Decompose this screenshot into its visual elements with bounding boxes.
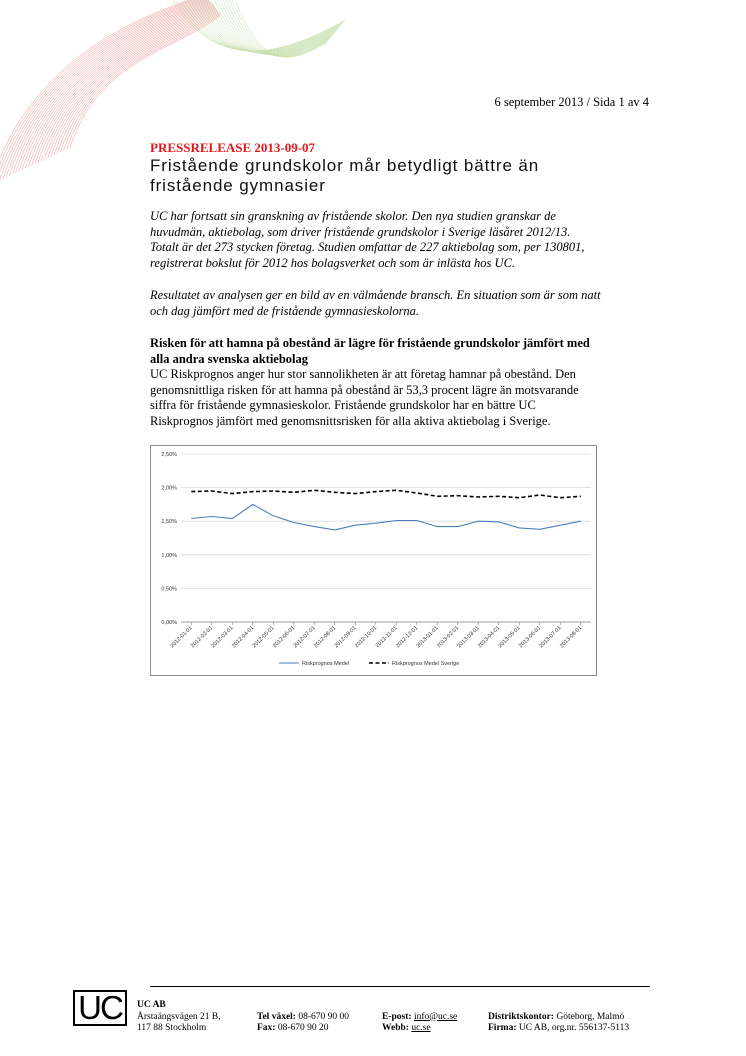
x-tick-label: 2012-02-01 xyxy=(190,625,215,650)
footer-offices xyxy=(488,1012,629,1035)
footer-phone xyxy=(257,1012,349,1035)
section-body-line-3: siffra för fristående gymnasieskolor. Fristående grundskolor har en bättre UC xyxy=(150,398,536,413)
y-tick-label: 0,50% xyxy=(161,586,177,593)
y-tick-label: 1,00% xyxy=(161,552,177,559)
x-tick-label: 2012-11-01 xyxy=(374,625,399,650)
y-tick-label: 2,00% xyxy=(161,485,177,492)
x-tick-label: 2012-12-01 xyxy=(395,625,420,650)
x-tick-label: 2012-10-01 xyxy=(354,625,379,650)
x-tick-label: 2013-02-01 xyxy=(436,625,461,650)
legend-label: Riskprognos Medel Sverige xyxy=(392,661,460,667)
web-label: Webb: xyxy=(382,1023,409,1033)
intro-line-3: Totalt är det 273 stycken företag. Studien omfattar de 227 aktiebolag som, per 130801, xyxy=(150,240,585,255)
x-tick-label: 2012-05-01 xyxy=(251,625,276,650)
press-release-label: PRESSRELEASE 2013-09-07 xyxy=(150,140,316,155)
chart-canvas xyxy=(151,446,598,677)
swirl-line xyxy=(60,13,219,152)
x-tick-label: 2012-03-01 xyxy=(210,625,235,650)
series-line-medel-sverige xyxy=(191,490,581,497)
date-page-indicator: 6 september 2013 / Sida 1 av 4 xyxy=(494,95,649,109)
section-body-line-2: genomsnittliga risken för att hamna på obestånd är 53,3 procent lägre än motsvarande xyxy=(150,382,579,397)
y-tick-label: 1,50% xyxy=(161,519,177,526)
firm-value: UC AB, org.nr. 556137-5113 xyxy=(518,1023,630,1033)
web-link[interactable]: uc.se xyxy=(411,1023,431,1033)
swirl-line xyxy=(51,10,217,156)
x-tick-label: 2012-01-01 xyxy=(169,625,194,650)
x-tick-label: 2013-07-01 xyxy=(538,625,563,650)
swirl-line xyxy=(67,14,221,149)
x-tick-label: 2012-06-01 xyxy=(272,625,297,650)
x-tick-label: 2013-08-01 xyxy=(559,625,584,650)
summary-line-2: och dag jämfört med de fristående gymnasieskolorna. xyxy=(150,303,420,318)
x-tick-label: 2012-08-01 xyxy=(313,625,338,650)
swirl-line xyxy=(200,0,336,54)
swirl-line xyxy=(64,13,220,150)
footer-company: UC AB xyxy=(137,1000,166,1010)
tel-label: Tel växel: xyxy=(257,1011,296,1022)
headline-line-1: Fristående grundskolor mår betydligt bättre än xyxy=(150,156,540,175)
x-tick-label: 2013-05-01 xyxy=(497,625,522,650)
fax-value: 08-670 90 20 xyxy=(277,1023,329,1033)
email-label: E-post: xyxy=(382,1011,412,1022)
x-tick-label: 2013-03-01 xyxy=(456,625,481,650)
footer-city: 117 88 Stockholm xyxy=(137,1023,207,1033)
x-tick-label: 2013-06-01 xyxy=(518,625,543,650)
section-body-line-1: UC Riskprognos anger hur stor sannolikheten är att företag hamnar på obestånd. Den xyxy=(150,367,576,382)
x-tick-label: 2012-04-01 xyxy=(231,625,256,650)
headline xyxy=(150,156,620,196)
intro-line-2: huvudmän, aktiebolag, som driver fristående grundskolor i Sverige läsåret 2012/13. xyxy=(150,224,571,239)
footer-contact xyxy=(382,1012,457,1035)
headline-line-2: fristående gymnasier xyxy=(150,176,326,195)
x-tick-label: 2013-01-01 xyxy=(415,625,440,650)
legend-label: Riskprognos Medel xyxy=(302,661,350,667)
section-body-line-4: Riskprognos jämfört med genomsnittsrisken för alla aktiva aktiebolag i Sverige. xyxy=(150,413,551,428)
intro-paragraph xyxy=(150,209,650,271)
summary-line-1: Resultatet av analysen ger en bild av en välmående bransch. En situation som är som natt xyxy=(150,288,601,302)
series-line-medel xyxy=(191,504,581,530)
tel-value: 08-670 90 00 xyxy=(298,1011,350,1022)
x-tick-label: 2012-07-01 xyxy=(292,625,317,650)
uc-logo: UC xyxy=(73,990,127,1026)
x-tick-label: 2013-04-01 xyxy=(477,625,502,650)
section-heading-line-2: alla andra svenska aktiebolag xyxy=(150,351,309,366)
x-tick-label: 2012-09-01 xyxy=(333,625,358,650)
risk-section xyxy=(150,336,650,430)
district-label: Distriktskontor: xyxy=(488,1011,554,1022)
fax-label: Fax: xyxy=(257,1023,276,1033)
swirl-line xyxy=(57,12,218,154)
footer-street: Årstaängsvägen 21 B, xyxy=(137,1011,221,1022)
firm-label: Firma: xyxy=(488,1023,517,1033)
footer-address xyxy=(137,1000,221,1035)
section-heading-line-1: Risken för att hamna på obestånd är lägre för fristående grundskolor jämfört med xyxy=(150,336,590,350)
summary-paragraph xyxy=(150,288,650,319)
intro-line-1: UC har fortsatt sin granskning av fristående skolor. Den nya studien granskar de xyxy=(150,209,556,223)
risk-line-chart xyxy=(150,445,597,676)
email-link[interactable]: info@uc.se xyxy=(413,1011,458,1022)
district-value: Göteborg, Malmö xyxy=(556,1011,625,1022)
y-tick-label: 0,00% xyxy=(161,620,177,626)
footer-divider xyxy=(150,986,650,987)
y-tick-label: 2,50% xyxy=(161,452,177,458)
intro-line-4: registrerat bokslut för 2012 hos bolagsverket och som är inlästa hos UC. xyxy=(150,255,516,270)
